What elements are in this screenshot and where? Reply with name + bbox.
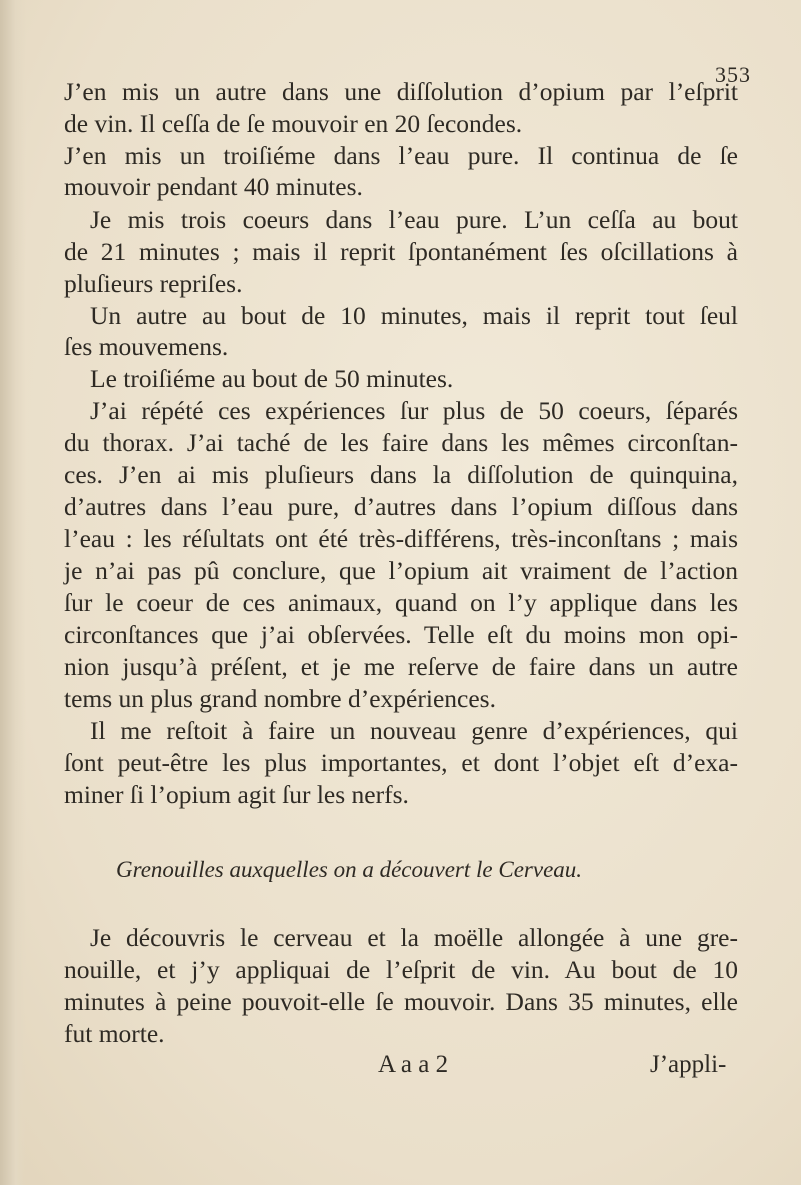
text-line: nion jusqu’à préſent, et je me reſerve de faire dans un autre — [64, 652, 738, 681]
text-line: mouvoir pendant 40 minutes. — [64, 172, 363, 201]
text-line: ſes mouvemens. — [64, 332, 229, 361]
text-line: Je mis trois coeurs dans l’eau pure. L’un ceſſa au bout — [90, 205, 738, 234]
text-line: minutes à peine pouvoit-elle ſe mouvoir. Dans 35 minutes, elle — [64, 987, 738, 1016]
text-line: ſur le coeur de ces animaux, quand on l’y applique dans les — [64, 588, 738, 617]
text-line: Le troiſiéme au bout de 50 minutes. — [90, 364, 454, 393]
text-line: nouille, et j’y appliquai de l’eſprit de vin. Au bout de 10 — [64, 955, 738, 984]
text-line: je n’ai pas pû conclure, que l’opium ait vraiment de l’action — [64, 556, 738, 585]
text-line: Il me reſtoit à faire un nouveau genre d’expériences, qui — [90, 716, 738, 745]
page-number: 353 — [715, 62, 751, 87]
section-heading: Grenouilles auxquelles on a découvert le Cerveau. — [116, 857, 583, 882]
page-binding-shadow — [0, 0, 26, 1185]
text-line: fut morte. — [64, 1019, 165, 1048]
text-line: ces. J’en ai mis pluſieurs dans la diſſolution de quinquina, — [64, 460, 738, 489]
text-line: tems un plus grand nombre d’expériences. — [64, 684, 496, 713]
text-line: Un autre au bout de 10 minutes, mais il reprit tout ſeul — [90, 301, 738, 330]
text-line: d’autres dans l’eau pure, d’autres dans l’opium diſſous dans — [64, 492, 738, 521]
text-line: de 21 minutes ; mais il reprit ſpontanément ſes oſcillations à — [64, 237, 738, 266]
text-line: de vin. Il ceſſa de ſe mouvoir en 20 ſecondes. — [64, 109, 523, 138]
text-line: ſont peut-être les plus importantes, et dont l’objet eſt d’exa- — [64, 748, 738, 777]
text-line: Je découvris le cerveau et la moëlle allongée à une gre- — [90, 923, 738, 952]
text-line: J’en mis un troiſiéme dans l’eau pure. Il continua de ſe — [64, 141, 738, 170]
text-line: miner ſi l’opium agit ſur les nerfs. — [64, 780, 409, 809]
text-line: circonſtances que j’ai obſervées. Telle eſt du moins mon opi- — [64, 620, 738, 649]
text-line: J’en mis un autre dans une diſſolution d’opium par l’eſprit — [64, 77, 738, 106]
text-line: J’ai répété ces expériences ſur plus de 50 coeurs, ſéparés — [90, 396, 738, 425]
catchword: J’appli- — [650, 1051, 727, 1078]
text-line: pluſieurs repriſes. — [64, 269, 243, 298]
text-line: l’eau : les réſultats ont été très-différens, très-inconſtans ; mais — [64, 524, 738, 553]
text-line: du thorax. J’ai taché de les faire dans les mêmes circonſtan- — [64, 428, 738, 457]
signature-mark: A a a 2 — [378, 1051, 449, 1078]
